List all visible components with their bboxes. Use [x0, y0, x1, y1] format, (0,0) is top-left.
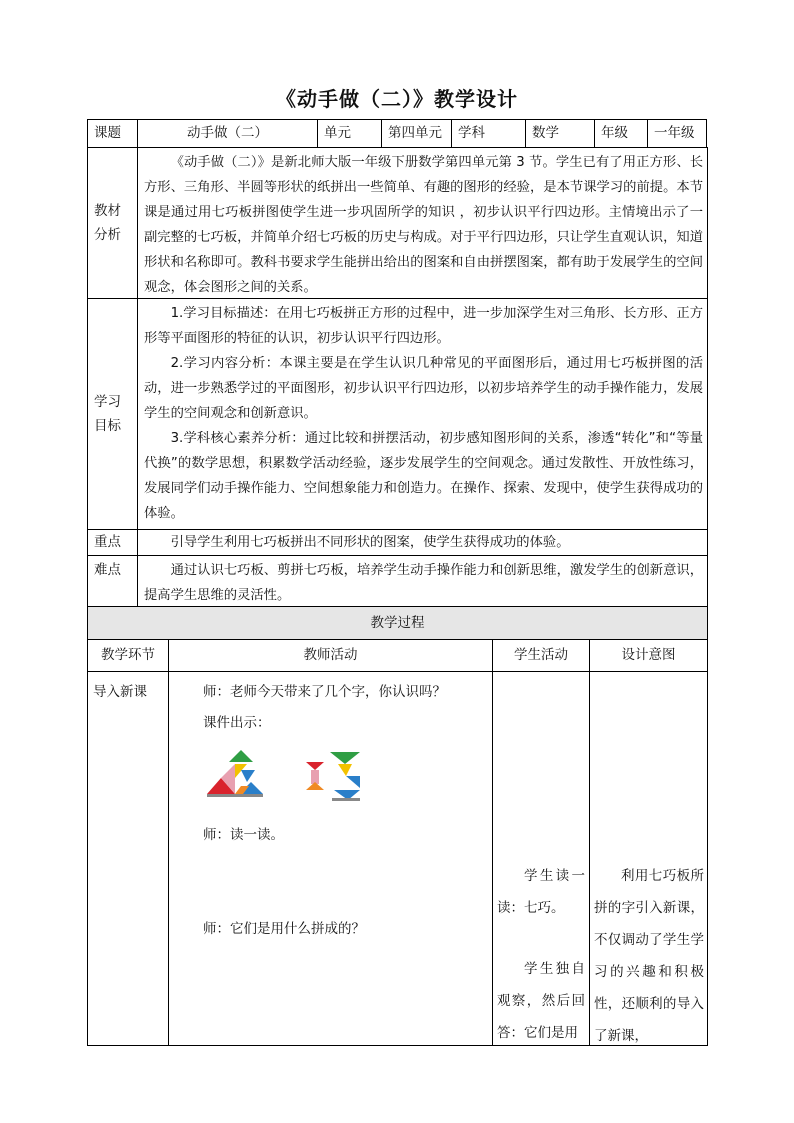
analysis-label-line1: 教材 [94, 203, 121, 219]
design-intent [594, 860, 704, 1052]
col-intent-header: 设计意图 [589, 639, 708, 672]
objectives-content [137, 298, 708, 530]
objective-paragraph-1: 1.学习目标描述：在用七巧板拼正方形的过程中，进一步加深学生对三角形、长方形、正方形等平面图形的特征的认识，初步认识平行四边形。 [144, 306, 703, 346]
key-point-label: 重点 [87, 529, 138, 556]
teacher-line-3: 师：读一读。 [203, 827, 284, 843]
student-activity-2 [497, 953, 585, 1049]
key-point-content [137, 529, 708, 556]
subject-label: 学科 [451, 119, 526, 148]
teacher-line-2: 课件出示： [203, 715, 271, 731]
difficulty-label: 难点 [87, 555, 138, 607]
analysis-text: 《动手做（二）》是新北师大版一年级下册数学第四单元第 3 节。学生已有了用正方形、长方形、三角形、半圆等形状的纸拼出一些简单、有趣的图形的经验，是本节课学习的前提。本节课是通过用七巧板拼图使学生进一步巩固所学的知识 ，初步认识平行四边形。主情境出示了一副完整的七巧板，并简单介绍七巧板的历史与构成。对于平行四边形，只让学生直观认识，知道形状和名称即可。教科书要求学生能拼出给出的图案和自由拼摆图案，都有助于发展学生的空间观念，体会图形之间的关系。 [144, 155, 703, 295]
student-activity-2-text: 学生独自观察，然后回答：它们是用 [497, 961, 585, 1041]
objective-paragraph-2: 2.学习内容分析：本课主要是在学生认识几种常见的平面图形后，通过用七巧板拼图的活动，进一步熟悉学过的平面图形，初步认识平行四边形，以初步培养学生的动手操作能力，发展学生的空间观念和创新意识。 [144, 356, 703, 421]
process-header: 教学过程 [87, 606, 708, 640]
tangram-character-qi [205, 748, 267, 802]
stage-text: 导入新课 [93, 684, 147, 700]
col-teacher-header: 教师活动 [168, 639, 493, 672]
col-stage-header: 教学环节 [87, 639, 169, 672]
unit-value: 第四单元 [381, 119, 452, 148]
unit-label: 单元 [317, 119, 382, 148]
subject-value: 数学 [525, 119, 595, 148]
course-value: 动手做（二） [137, 119, 318, 148]
objective-paragraph-3: 3.学科核心素养分析：通过比较和拼摆活动，初步感知图形间的关系，渗透“转化”和“等量代换”的数学思想，积累数学活动经验，逐步发展学生的空间观念。通过发散性、开放性练习，发展同学们动手操作能力、空间想象能力和创造力。在操作、探索、发现中，使学生获得成功的体验。 [144, 431, 703, 521]
grade-value: 一年级 [647, 119, 707, 148]
teacher-line-4: 师：它们是用什么拼成的？ [203, 921, 365, 937]
course-label: 课题 [87, 119, 138, 148]
difficulty-content [137, 555, 708, 607]
analysis-label [87, 147, 138, 299]
analysis-label-line2: 分析 [94, 227, 121, 243]
document-title: 《动手做（二）》教学设计 [276, 87, 518, 111]
student-activity-1 [497, 860, 585, 924]
difficulty-text: 通过认识七巧板、剪拼七巧板，培养学生动手操作能力和创新思维，激发学生的创新意识，提高学生思维的灵活性。 [144, 563, 703, 603]
col-student-header: 学生活动 [492, 639, 590, 672]
key-point-text: 引导学生利用七巧板拼出不同形状的图案，使学生获得成功的体验。 [170, 535, 570, 550]
teacher-line-1: 师：老师今天带来了几个字，你认识吗？ [203, 684, 446, 700]
design-intent-text: 利用七巧板所拼的字引入新课，不仅调动了学生学习的兴趣和积极性，还顺利的导入了新课， [594, 868, 704, 1044]
objectives-label [87, 298, 138, 530]
grade-label: 年级 [594, 119, 648, 148]
student-activity-1-text: 学生读一读：七巧。 [497, 868, 585, 916]
objectives-label-line2: 目标 [94, 418, 121, 434]
analysis-content [137, 147, 708, 299]
objectives-label-line1: 学习 [94, 394, 121, 410]
tangram-character-qiao [302, 748, 364, 802]
stage-cell [87, 671, 169, 1046]
